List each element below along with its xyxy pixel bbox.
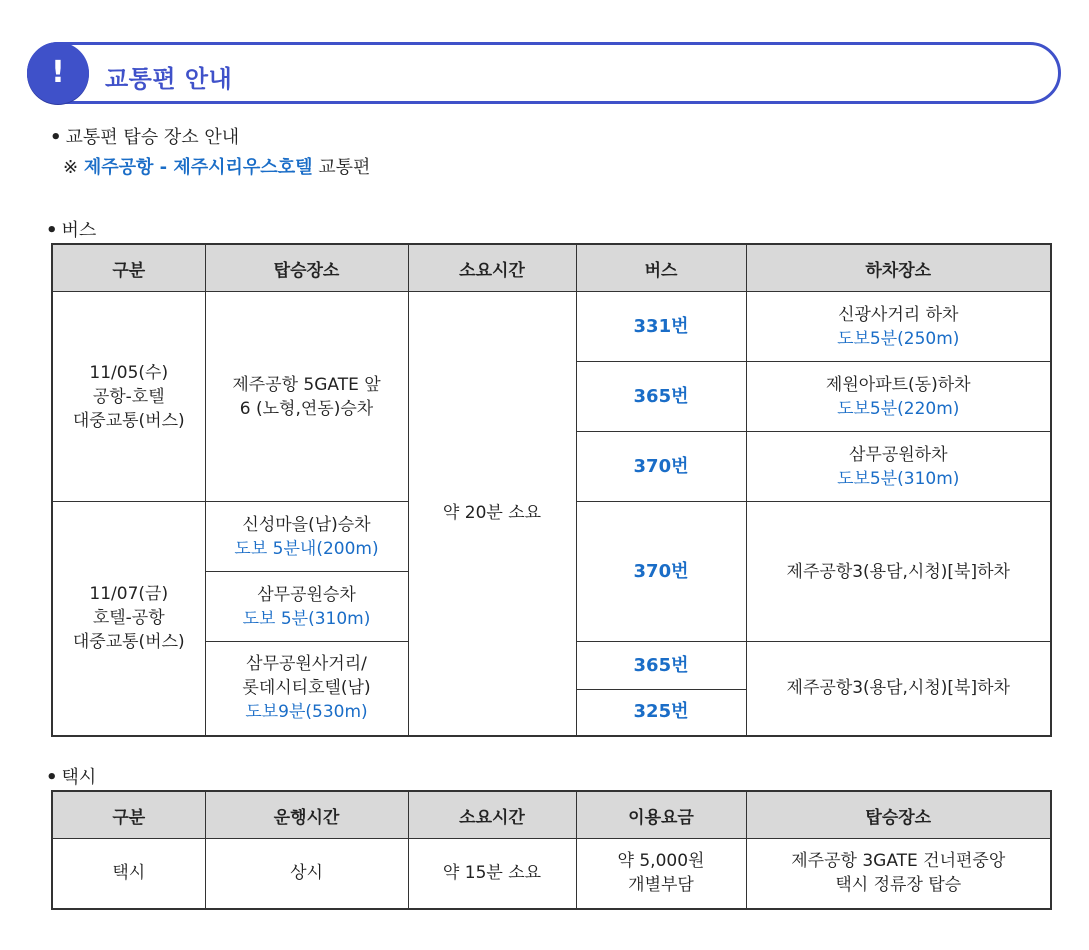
day2-mode: 대중교통(버스) xyxy=(72,632,185,653)
boarding-stop: 삼무공원사거리/ xyxy=(246,654,367,675)
place-line: 택시 정류장 탑승 xyxy=(835,875,962,896)
section-title: 교통편 안내 xyxy=(105,65,233,93)
day1-date: 11/05(수) xyxy=(89,362,169,383)
intro-text: 교통편 탑승 장소 안내 xyxy=(65,127,240,148)
alight-cell xyxy=(746,432,1051,502)
bullet-icon: • xyxy=(50,127,62,148)
boarding-stop: 롯데시티호텔(남) xyxy=(242,678,371,699)
bus-number: 370번 xyxy=(576,432,746,502)
taxi-hours: 상시 xyxy=(205,839,408,909)
alight-stop: 제주공항3(용담,시청)[북]하차 xyxy=(746,642,1051,736)
bus-heading xyxy=(46,216,96,242)
walk-distance: 도보 5분(310m) xyxy=(242,608,371,629)
walk-distance: 도보5분(250m) xyxy=(837,328,960,349)
day2-label xyxy=(52,502,205,736)
taxi-heading-text: 택시 xyxy=(61,767,97,788)
note-prefix: ※ xyxy=(63,157,84,178)
bus-heading-text: 버스 xyxy=(61,220,97,241)
boarding-line: 제주공항 5GATE 앞 xyxy=(232,374,381,395)
walk-distance: 도보 5분내(200m) xyxy=(234,538,379,559)
bus-header-cell: 탑승장소 xyxy=(205,244,408,292)
bus-number: 365번 xyxy=(576,642,746,690)
route-note xyxy=(63,153,370,179)
boarding-stop: 삼무공원승차 xyxy=(257,584,356,605)
taxi-header-cell: 소요시간 xyxy=(408,791,576,839)
taxi-heading xyxy=(46,763,96,789)
walk-distance: 도보5분(310m) xyxy=(837,468,960,489)
alight-stop: 제원아파트(동)하차 xyxy=(825,374,971,395)
fare-note: 개별부담 xyxy=(628,875,694,896)
alight-cell xyxy=(746,362,1051,432)
taxi-header-cell: 탑승장소 xyxy=(746,791,1051,839)
alight-stop: 신광사거리 하차 xyxy=(838,304,959,325)
day1-route: 공항-호텔 xyxy=(92,386,165,407)
bus-number: 365번 xyxy=(576,362,746,432)
boarding-cell xyxy=(205,642,408,736)
boarding-line: 6 (노형,연동)승차 xyxy=(239,398,374,419)
taxi-header-row xyxy=(52,791,1051,839)
bullet-icon: • xyxy=(46,220,58,241)
bus-header-cell: 버스 xyxy=(576,244,746,292)
bus-duration: 약 20분 소요 xyxy=(408,292,576,736)
bus-number: 331번 xyxy=(576,292,746,362)
bus-header-cell: 소요시간 xyxy=(408,244,576,292)
exclamation-icon: ! xyxy=(27,42,89,104)
taxi-header-cell: 이용요금 xyxy=(576,791,746,839)
note-route: 제주공항 - 제주시리우스호텔 xyxy=(83,157,313,178)
day2-date: 11/07(금) xyxy=(89,584,169,605)
walk-distance: 도보5분(220m) xyxy=(837,398,960,419)
intro-bullet xyxy=(50,123,239,149)
place-line: 제주공항 3GATE 건너편중앙 xyxy=(791,851,1006,872)
bus-header-cell: 하차장소 xyxy=(746,244,1051,292)
day1-mode: 대중교통(버스) xyxy=(72,410,185,431)
day2-route: 호텔-공항 xyxy=(92,608,165,629)
taxi-header-cell: 구분 xyxy=(52,791,205,839)
alight-stop: 삼무공원하차 xyxy=(848,444,948,465)
boarding-stop: 신성마을(남)승차 xyxy=(242,514,371,535)
taxi-header-cell: 운행시간 xyxy=(205,791,408,839)
table-row xyxy=(52,839,1051,909)
taxi-fare xyxy=(576,839,746,909)
boarding-cell xyxy=(205,572,408,642)
bus-number: 370번 xyxy=(576,502,746,642)
bus-number: 325번 xyxy=(576,690,746,736)
taxi-type: 택시 xyxy=(52,839,205,909)
taxi-table xyxy=(51,790,1052,910)
bus-table xyxy=(51,243,1052,737)
taxi-place xyxy=(746,839,1051,909)
fare-amount: 약 5,000원 xyxy=(617,851,705,872)
day1-boarding xyxy=(205,292,408,502)
table-row xyxy=(52,292,1051,362)
boarding-cell xyxy=(205,502,408,572)
bus-header-row xyxy=(52,244,1051,292)
walk-distance: 도보9분(530m) xyxy=(245,702,368,723)
taxi-duration: 약 15분 소요 xyxy=(408,839,576,909)
bus-header-cell: 구분 xyxy=(52,244,205,292)
alight-cell xyxy=(746,292,1051,362)
bullet-icon: • xyxy=(46,767,58,788)
note-suffix: 교통편 xyxy=(312,157,371,178)
alight-stop: 제주공항3(용담,시청)[북]하차 xyxy=(746,502,1051,642)
day1-label xyxy=(52,292,205,502)
section-banner xyxy=(27,42,1061,104)
